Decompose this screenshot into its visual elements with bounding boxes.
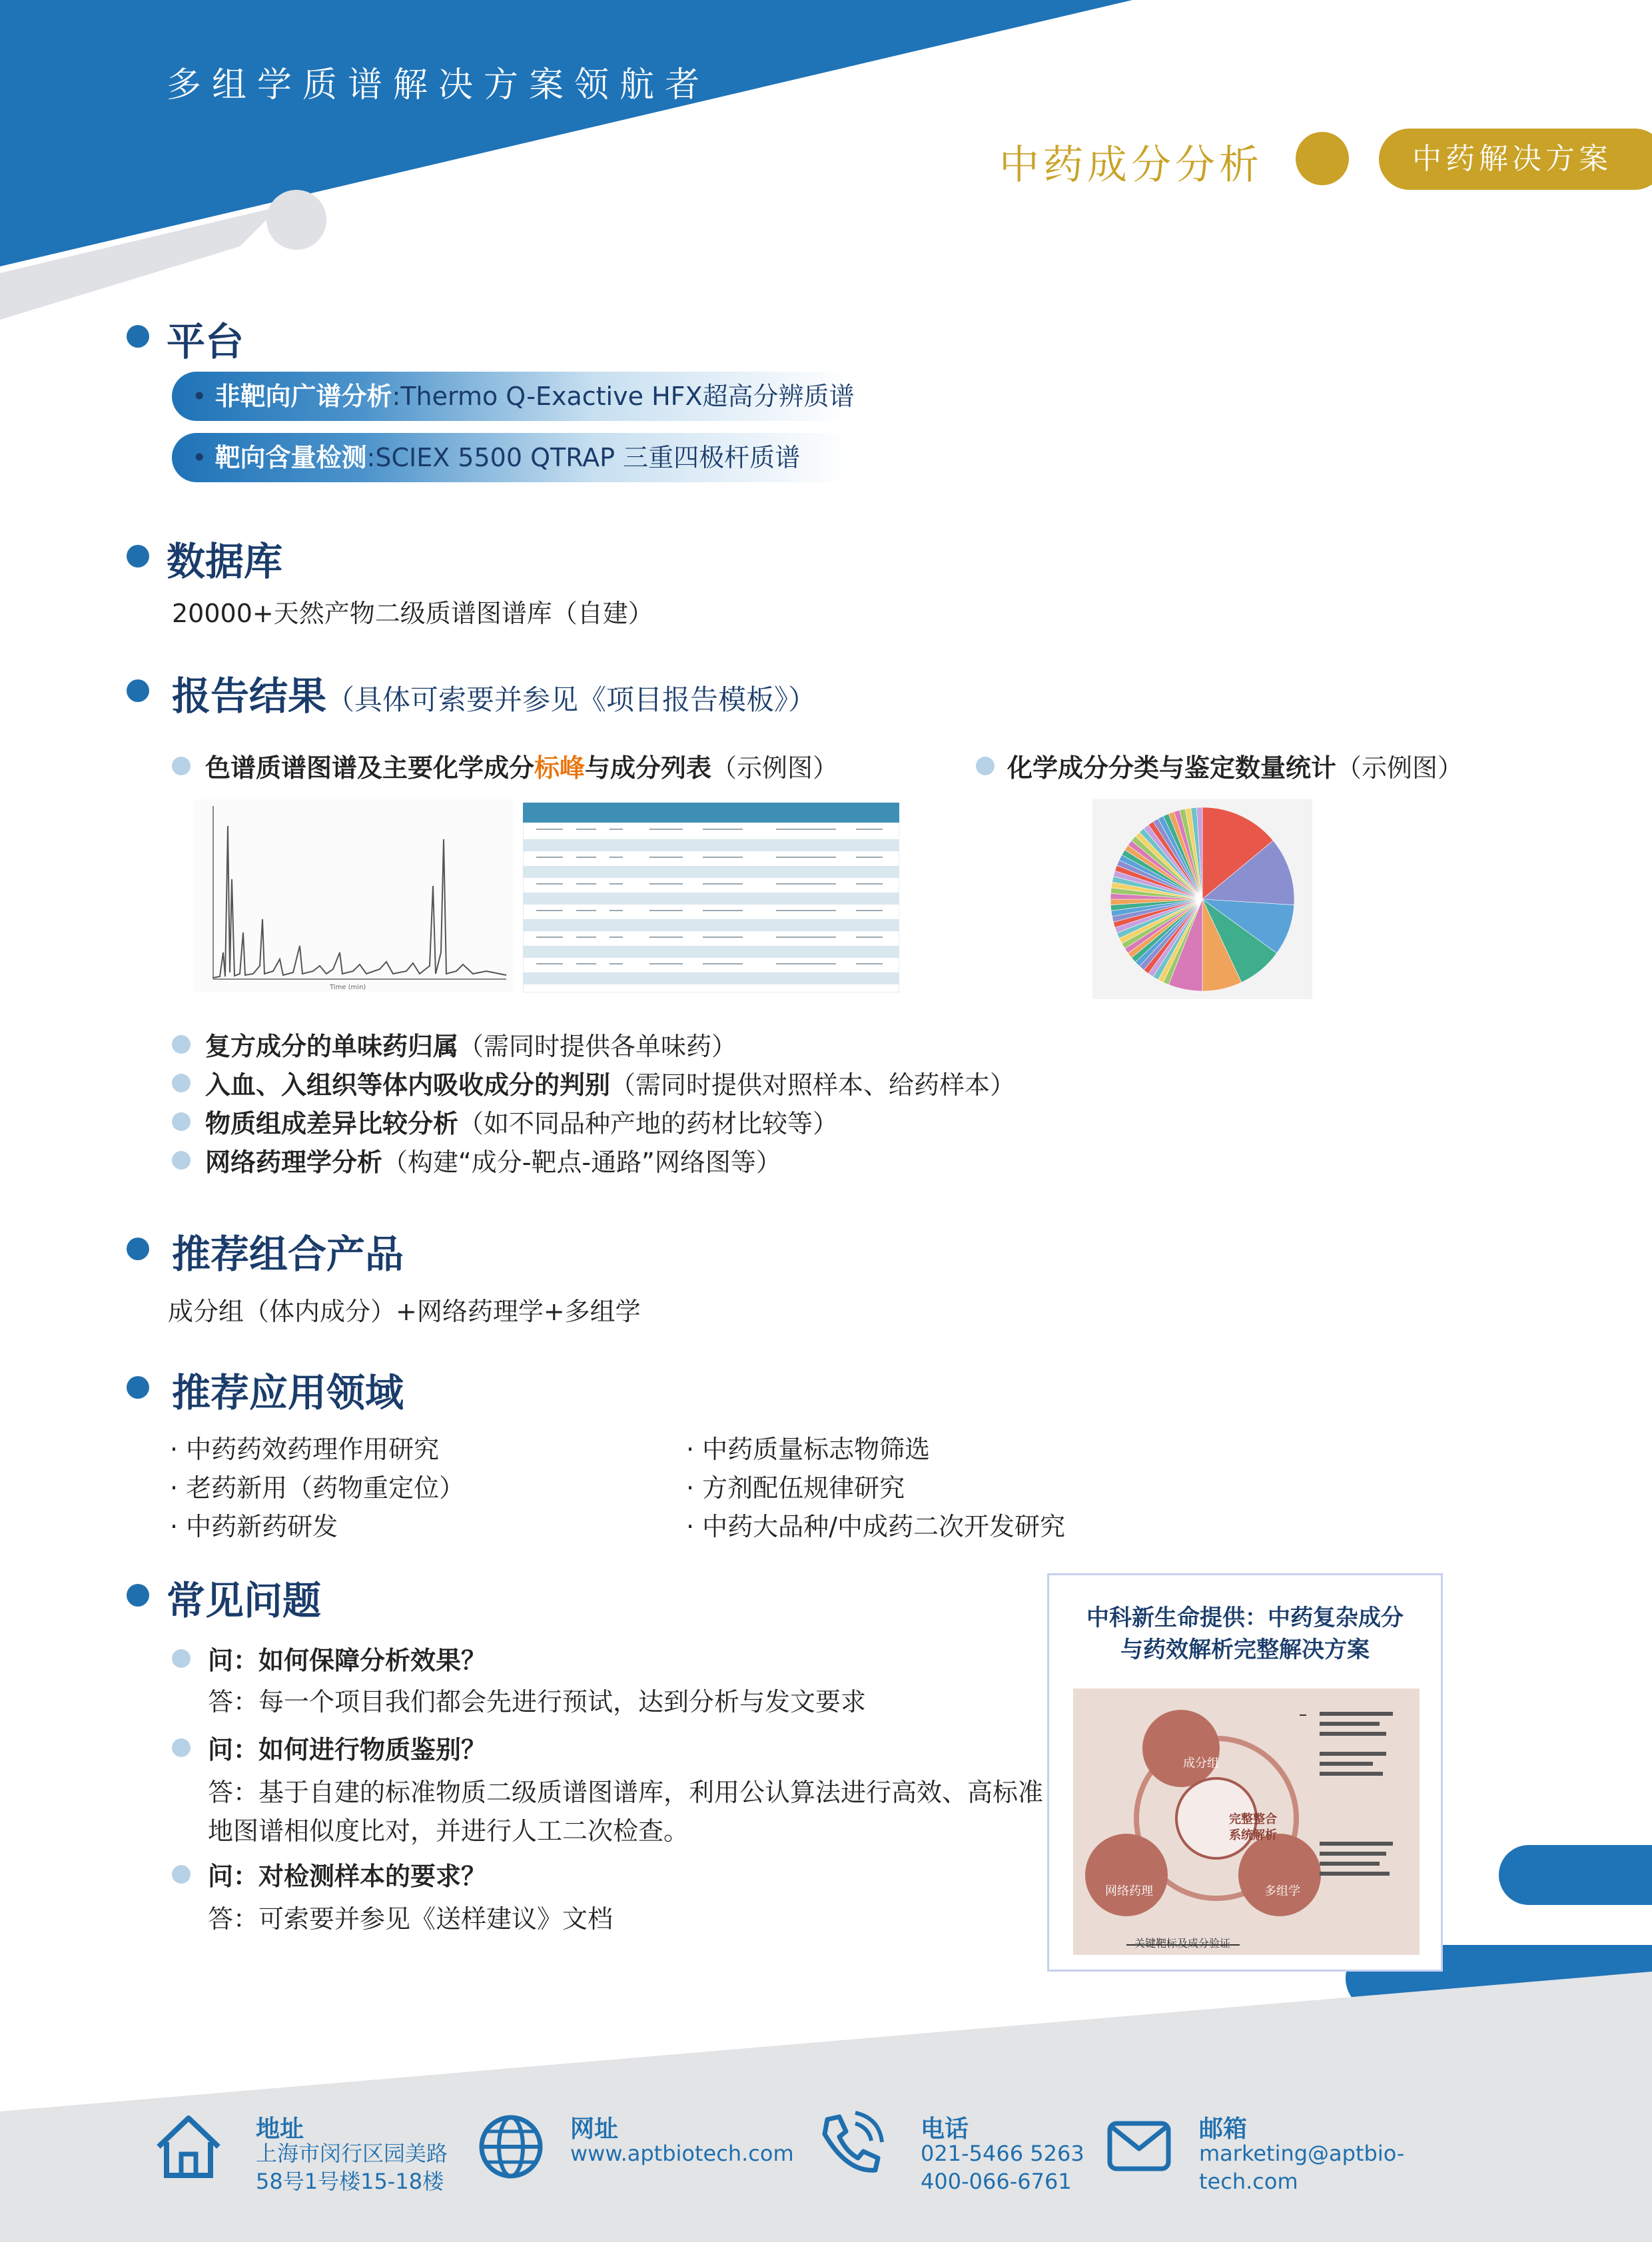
- footer-phone-label: 电话: [921, 2115, 969, 2143]
- footer-address-line: 上海市闵行区园美路: [256, 2141, 448, 2166]
- section-title-fields: 推荐应用领域: [172, 1370, 404, 1415]
- footer-address-line: 58号1号楼15-18楼: [256, 2169, 444, 2194]
- faq-question: 问：对检测样本的要求？: [208, 1862, 487, 1891]
- bullet-dot: [172, 1649, 191, 1668]
- promo-card: [1047, 1573, 1443, 1972]
- faq-answer: 答：可索要并参见《送样建议》文档: [208, 1904, 614, 1934]
- header-tagline: 多组学质谱解决方案领航者: [167, 65, 711, 105]
- footer-email-link[interactable]: marketing@aptbio-: [1199, 2141, 1405, 2166]
- footer-phone-number[interactable]: 400-066-6761: [921, 2169, 1072, 2194]
- field-item: · 老药新用（药物重定位）: [170, 1473, 465, 1503]
- platform-item-value: SCIEX 5500 QTRAP 三重四极杆质谱: [375, 443, 801, 472]
- faq-answer: 地图谱相似度比对，并进行人工二次检查。: [208, 1816, 689, 1846]
- bullet-dot: [172, 1865, 191, 1884]
- section-title-combo: 推荐组合产品: [172, 1232, 404, 1277]
- highlight-peak: 标峰: [534, 753, 586, 783]
- bullet-dot: [172, 1035, 191, 1054]
- chromatogram-image: [193, 799, 513, 992]
- footer-phone-number[interactable]: 021-5466 5263: [921, 2141, 1084, 2166]
- report-item: 物质组成差异比较分析（如不同品种产地的药材比较等）: [205, 1109, 839, 1138]
- section-dot: [127, 325, 149, 348]
- platform-item-untargeted: • 非靶向广谱分析:Thermo Q-Exactive HFX超高分辨质谱: [172, 372, 851, 421]
- field-item: · 中药药效药理作用研究: [170, 1435, 440, 1464]
- platform-item-targeted: • 靶向含量检测:SCIEX 5500 QTRAP 三重四极杆质谱: [172, 433, 851, 482]
- section-title-faq: 常见问题: [167, 1578, 322, 1623]
- report-item: 入血、入组织等体内吸收成分的判别（需同时提供对照样本、给药样本）: [205, 1070, 1016, 1100]
- footer-email-label: 邮箱: [1199, 2115, 1248, 2143]
- section-dot: [127, 679, 149, 702]
- faq-answer: 答：基于自建的标准物质二级质谱图谱库，利用公认算法进行高效、高标准: [208, 1778, 1044, 1807]
- combo-description: 成分组（体内成分）+网络药理学+多组学: [168, 1297, 641, 1326]
- mail-icon: [1106, 2118, 1172, 2174]
- report-item: 网络药理学分析（构建“成分-靶点-通路”网络图等）: [205, 1148, 781, 1177]
- report-item: 复方成分的单味药归属（需同时提供各单味药）: [205, 1032, 737, 1061]
- promo-bottom-label: 关键靶标及成分验证: [1134, 1937, 1230, 1950]
- section-title-platform: 平台: [167, 319, 244, 364]
- section-dot: [127, 545, 149, 567]
- section-dot: [127, 1376, 149, 1399]
- platform-item-value: Thermo Q-Exactive HFX超高分辨质谱: [400, 382, 855, 411]
- bullet-dot: [172, 757, 191, 775]
- footer-address-label: 地址: [256, 2115, 304, 2143]
- svg-text:Time (min): Time (min): [330, 984, 366, 991]
- figure2-caption: 化学成分分类与鉴定数量统计（示例图）: [1007, 753, 1463, 783]
- topic-dot: [1296, 132, 1349, 185]
- page-topic: 中药成分分析: [999, 142, 1263, 188]
- bullet-dot: [172, 1151, 191, 1170]
- faq-question: 问：如何保障分析效果？: [208, 1646, 487, 1675]
- footer-website-link[interactable]: www.aptbiotech.com: [570, 2141, 794, 2166]
- solution-badge: 中药解决方案: [1379, 129, 1652, 190]
- promo-center-label: 完整整合 系统解析: [1229, 1812, 1277, 1842]
- section-title-report: 报告结果（具体可索要并参见《项目报告模板》）: [172, 673, 817, 719]
- figure1-caption: 色谱质谱图谱及主要化学成分标峰与成分列表（示例图）: [205, 753, 839, 783]
- database-description: 20000+天然产物二级质谱图谱库（自建）: [172, 599, 653, 628]
- promo-node-right: 多组学: [1264, 1884, 1300, 1898]
- bullet-dot: [172, 1112, 191, 1131]
- promo-title-line2: 与药效解析完整解决方案: [1120, 1637, 1370, 1663]
- field-item: · 方剂配伍规律研究: [686, 1473, 905, 1503]
- field-item: · 中药新药研发: [170, 1512, 338, 1541]
- phone-icon: [814, 2107, 887, 2181]
- faq-answer: 答：每一个项目我们都会先进行预试，达到分析与发文要求: [208, 1687, 867, 1716]
- bullet-dot: [172, 1738, 191, 1757]
- section-dot: [127, 1238, 149, 1260]
- promo-title-line1: 中科新生命提供：中药复杂成分: [1086, 1605, 1404, 1631]
- platform-item-label: 靶向含量检测: [214, 443, 367, 472]
- bullet-dot: [976, 757, 995, 775]
- footer-web-label: 网址: [570, 2115, 619, 2143]
- field-item: · 中药质量标志物筛选: [686, 1435, 931, 1464]
- platform-item-label: 非靶向广谱分析: [214, 382, 392, 411]
- section-dot: [127, 1584, 149, 1607]
- faq-question: 问：如何进行物质鉴别？: [208, 1735, 487, 1764]
- home-icon: [152, 2110, 225, 2183]
- promo-node-left: 网络药理: [1105, 1884, 1153, 1898]
- section-title-database: 数据库: [167, 539, 283, 584]
- compound-table-image: [523, 803, 899, 992]
- report-note: （具体可索要并参见《项目报告模板》）: [326, 683, 817, 716]
- field-item: · 中药大品种/中成药二次开发研究: [686, 1512, 1065, 1541]
- footer-email-link[interactable]: tech.com: [1199, 2169, 1298, 2194]
- bullet-dot: [172, 1074, 191, 1092]
- promo-node-top: 成分组: [1183, 1756, 1219, 1770]
- classification-pie-image: [1092, 799, 1312, 999]
- globe-icon: [474, 2110, 548, 2183]
